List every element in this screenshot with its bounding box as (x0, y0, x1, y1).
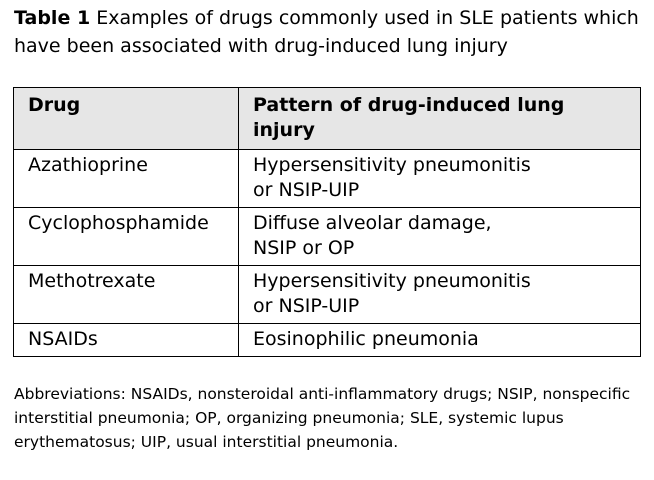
pattern-cell: Hypersensitivity pneumonitis or NSIP-UIP (239, 266, 641, 324)
table-footnote: Abbreviations: NSAIDs, nonsteroidal anti-inflammatory drugs; NSIP, nonspecific interstitial pneumonia; OP, organizing pneumonia; SLE, systemic lupus erythematosus; UIP, usual interstitial pneumonia. (14, 385, 631, 451)
table-caption (14, 4, 646, 60)
pattern-cell: Eosinophilic pneumonia (239, 324, 641, 357)
table-row (14, 266, 641, 324)
table-row (14, 150, 641, 208)
table-row (14, 208, 641, 266)
table-row (14, 324, 641, 357)
pattern-cell: Hypersensitivity pneumonitis or NSIP-UIP (239, 150, 641, 208)
drug-table-container (13, 87, 641, 357)
column-header-pattern: Pattern of drug-induced lung injury (239, 88, 641, 150)
pattern-cell: Diffuse alveolar damage, NSIP or OP (239, 208, 641, 266)
drug-cell: Azathioprine (14, 150, 239, 208)
table-header-row (14, 88, 641, 150)
table-caption-text: Examples of drugs commonly used in SLE patients which have been associated with drug-induced lung injury (14, 7, 639, 57)
drug-cell: NSAIDs (14, 324, 239, 357)
column-header-drug: Drug (14, 88, 239, 150)
table-label: Table 1 (14, 7, 91, 29)
drug-cell: Cyclophosphamide (14, 208, 239, 266)
drug-cell: Methotrexate (14, 266, 239, 324)
drug-table (13, 87, 641, 357)
